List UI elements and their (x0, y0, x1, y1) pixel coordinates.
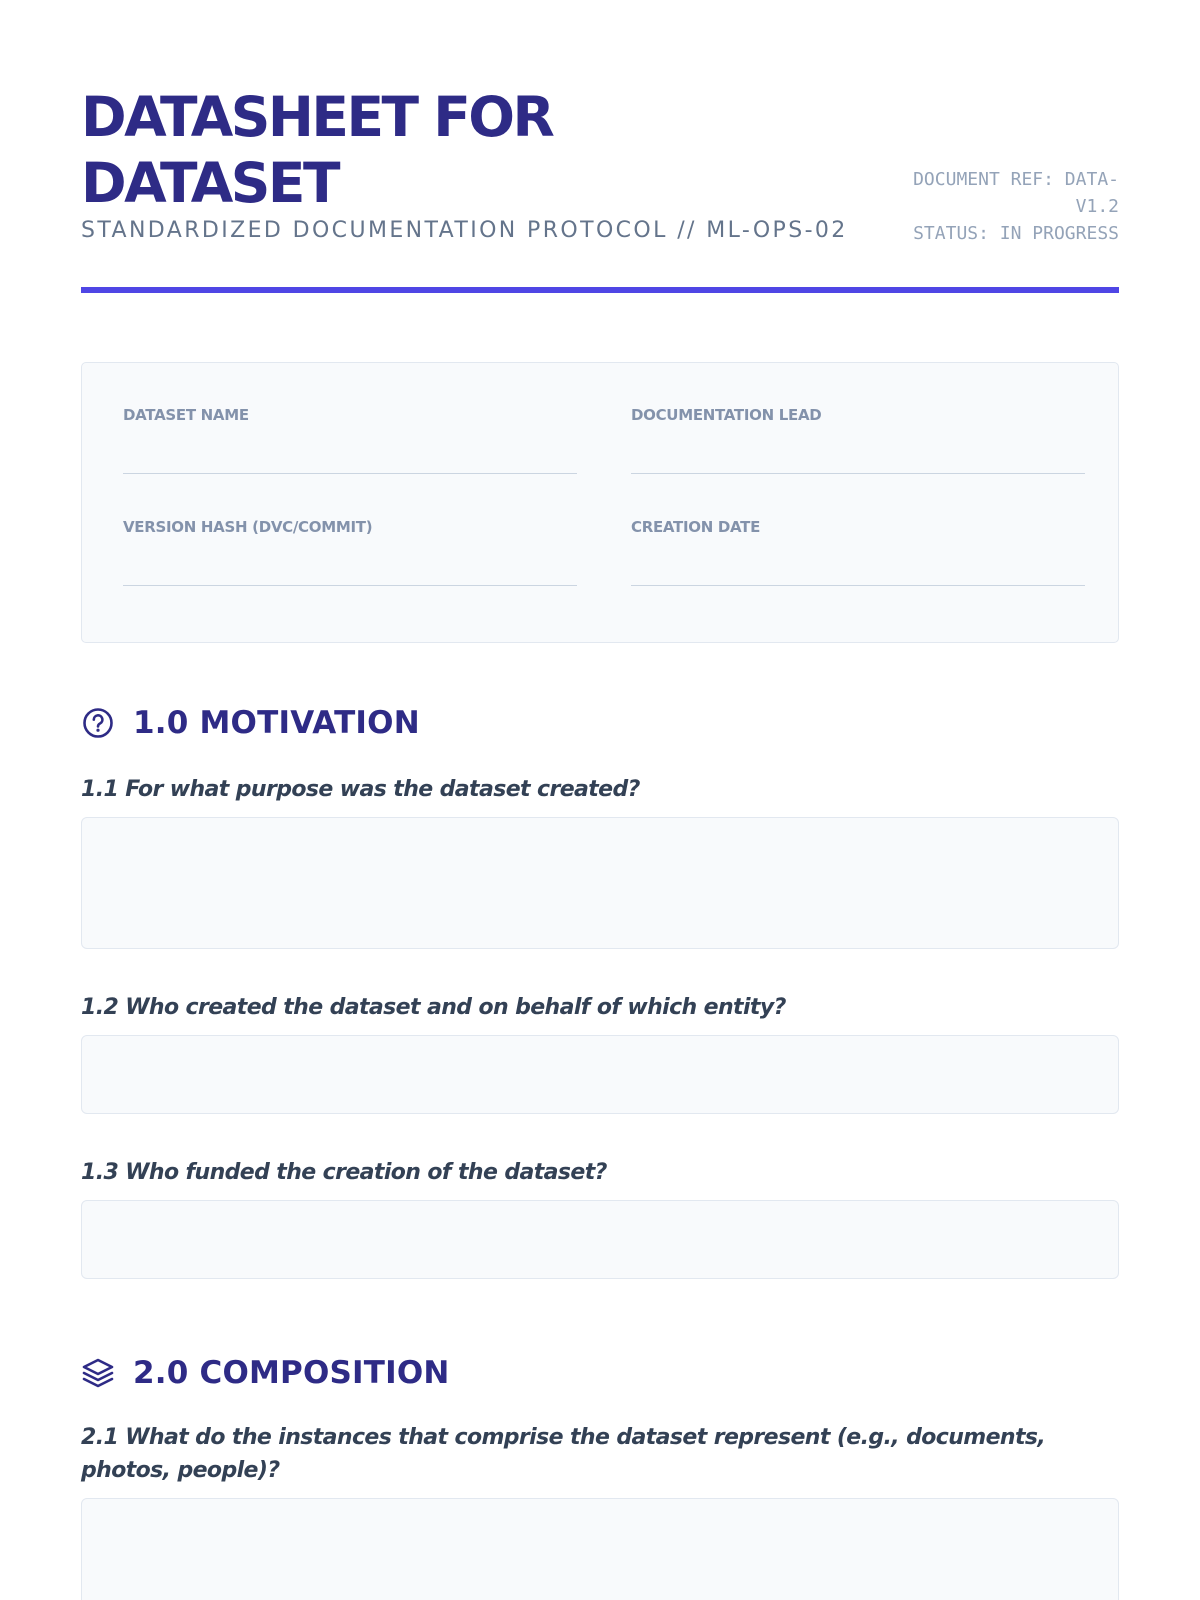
documentation-lead-label: DOCUMENTATION LEAD (631, 406, 822, 424)
dataset-name-input[interactable] (123, 473, 577, 474)
section-composition-heading (81, 1355, 1119, 1391)
creation-date-input[interactable] (631, 585, 1085, 586)
dataset-name-label: DATASET NAME (123, 406, 249, 424)
answer-2-1-field[interactable] (81, 1498, 1119, 1600)
dataset-name-field (123, 406, 577, 486)
documentation-lead-input[interactable] (631, 473, 1085, 474)
version-hash-label: VERSION HASH (DVC/COMMIT) (123, 518, 373, 536)
answer-1-2-field[interactable] (81, 1035, 1119, 1114)
creation-date-label: CREATION DATE (631, 518, 761, 536)
question-circle-icon (81, 706, 115, 740)
version-hash-field (123, 518, 577, 598)
question-1-1: 1.1 For what purpose was the dataset created? (81, 777, 640, 802)
section-composition-title: 2.0 COMPOSITION (133, 1355, 450, 1391)
layers-icon (81, 1356, 115, 1390)
document-subtitle: STANDARDIZED DOCUMENTATION PROTOCOL // ML-OPS-02 (81, 218, 848, 243)
document-title: DATASHEET FOR DATASET (81, 85, 553, 215)
section-motivation-title: 1.0 MOTIVATION (133, 705, 420, 741)
answer-1-1-field[interactable] (81, 817, 1119, 949)
question-2-1: 2.1 What do the instances that comprise the dataset represent (e.g., documents, photos, people)? (81, 1425, 1046, 1483)
answer-1-3-field[interactable] (81, 1200, 1119, 1279)
document-meta (879, 166, 1119, 247)
header-divider (81, 287, 1119, 293)
document-status: STATUS: IN PROGRESS (913, 223, 1119, 244)
creation-date-field (631, 518, 1085, 598)
section-motivation-heading (81, 705, 1119, 741)
question-1-3: 1.3 Who funded the creation of the dataset? (81, 1160, 607, 1185)
document-header (81, 0, 1119, 296)
metadata-card (81, 362, 1119, 643)
version-hash-input[interactable] (123, 585, 577, 586)
documentation-lead-field (631, 406, 1085, 486)
document-ref: DOCUMENT REF: DATA-V1.2 (913, 169, 1119, 217)
question-1-2: 1.2 Who created the dataset and on behalf of which entity? (81, 995, 786, 1020)
